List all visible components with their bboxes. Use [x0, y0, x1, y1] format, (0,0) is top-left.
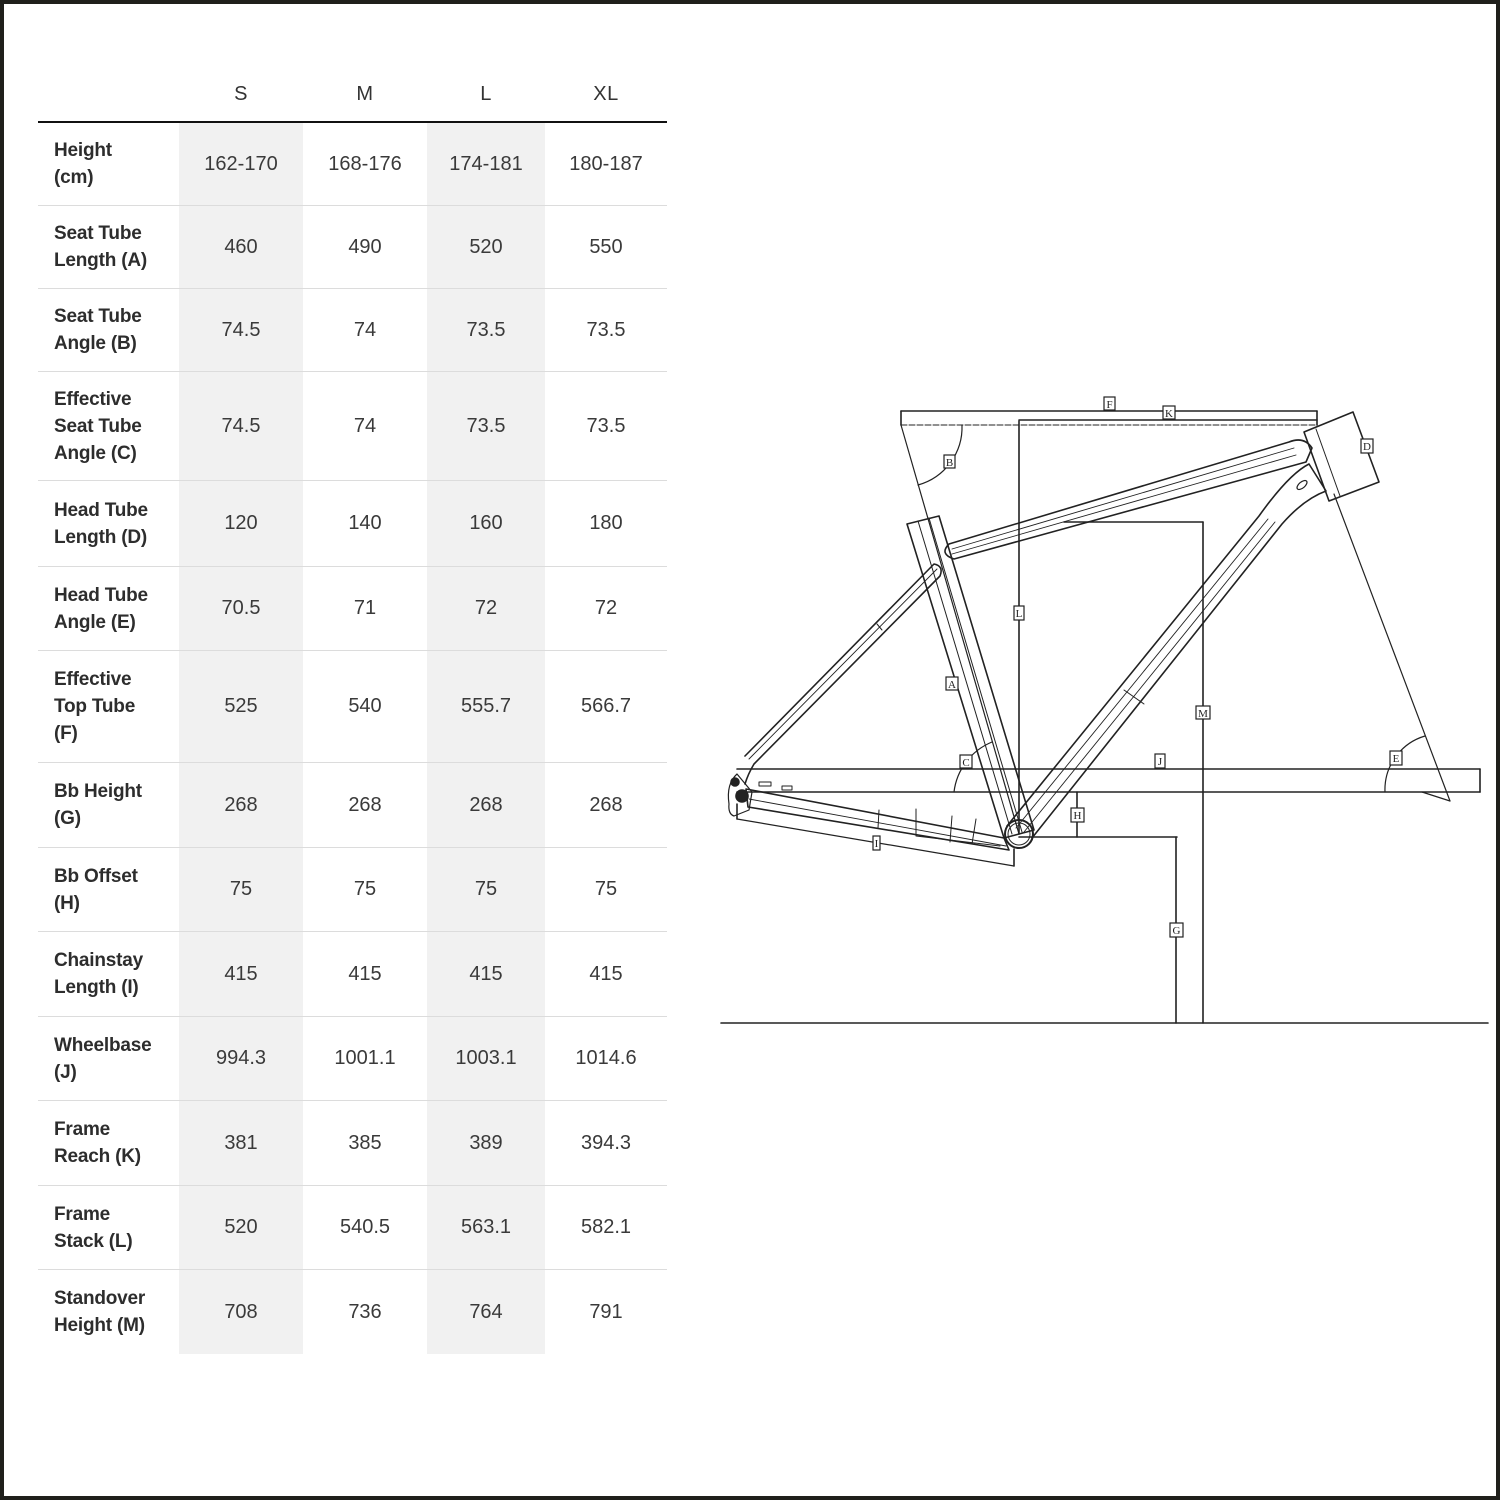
label-m	[1196, 706, 1210, 720]
row-label-line: Angle (E)	[54, 611, 136, 633]
row-label-line: Stack (L)	[54, 1230, 133, 1252]
table-row	[38, 123, 667, 206]
cell-size-l: 72	[474, 597, 498, 619]
cell-size-m: 168-176	[328, 152, 402, 175]
label-f	[1104, 397, 1115, 411]
cell-size-l: 73.5	[466, 414, 506, 437]
cell-size-m: 385	[348, 1131, 382, 1154]
table-header	[38, 74, 667, 123]
geometry-table	[38, 74, 667, 1354]
cell-size-l: 160	[469, 512, 503, 534]
row-label-line: Head Tube	[54, 584, 148, 606]
cell-size-l: 174-181	[449, 152, 523, 175]
cell-size-m: 540	[348, 695, 382, 717]
seat-stay	[745, 564, 941, 784]
row-label-line: Frame	[54, 1203, 111, 1225]
table-row	[38, 763, 667, 848]
table-row	[38, 651, 667, 763]
row-label	[38, 778, 179, 832]
svg-text:A: A	[948, 679, 956, 691]
row-label-line: Frame	[54, 1119, 111, 1140]
row-label	[38, 666, 179, 747]
cell-size-s: 75	[229, 878, 253, 900]
table-body	[38, 123, 667, 1354]
row-label	[38, 137, 179, 191]
down-tube	[1007, 464, 1326, 838]
row-label-line: (J)	[54, 1061, 77, 1083]
row-label	[38, 386, 179, 467]
row-label	[38, 1116, 179, 1170]
row-label-line: Chainstay	[54, 950, 144, 971]
row-label-line: Wheelbase	[54, 1034, 152, 1056]
cell-size-s: 74.5	[221, 318, 261, 341]
cell-size-l: 1003.1	[455, 1047, 517, 1069]
row-label-line: Bb Height	[54, 781, 142, 802]
row-label	[38, 497, 179, 551]
label-e	[1390, 751, 1402, 765]
cell-size-l: 764	[469, 1300, 503, 1323]
row-label-line: Effective	[54, 669, 132, 690]
row-label-line: Seat Tube	[54, 223, 142, 244]
row-label-line: (cm)	[54, 167, 94, 188]
svg-text:D: D	[1363, 441, 1371, 453]
table-row	[38, 1017, 667, 1101]
row-label-line: Seat Tube	[54, 306, 142, 327]
row-label-line: Standover	[54, 1288, 146, 1309]
frame-drawing	[704, 384, 1500, 1064]
cell-size-l: 268	[469, 793, 503, 816]
cell-size-m: 74	[353, 414, 377, 437]
table-row	[38, 289, 667, 372]
cell-size-xl: 180-187	[569, 152, 643, 175]
cell-size-xl: 550	[589, 235, 623, 258]
table-row	[38, 1101, 667, 1186]
label-b	[944, 455, 955, 469]
cell-size-xl: 72	[594, 597, 618, 619]
row-label	[38, 220, 179, 274]
cell-size-m: 415	[348, 962, 382, 985]
cell-size-m: 268	[348, 793, 382, 816]
row-label-line: Effective	[54, 388, 132, 410]
row-label-line: Angle (C)	[54, 442, 137, 464]
cell-size-xl: 415	[589, 962, 623, 985]
cell-size-s: 162-170	[204, 152, 278, 175]
svg-text:F: F	[1106, 399, 1113, 411]
cell-size-s: 520	[224, 1216, 258, 1238]
row-label-line: Top Tube	[54, 696, 136, 717]
top-tube	[945, 440, 1312, 559]
row-label	[38, 947, 179, 1001]
frame-geometry-diagram	[704, 384, 1500, 1064]
row-label-line: Seat Tube	[54, 415, 142, 437]
svg-text:I: I	[874, 838, 879, 850]
header-size-xl: XL	[593, 83, 619, 105]
svg-text:B: B	[945, 457, 954, 469]
label-c	[960, 755, 972, 769]
cell-size-s: 525	[224, 695, 258, 717]
row-label-line: Reach (K)	[54, 1146, 141, 1167]
cell-size-xl: 180	[589, 512, 623, 534]
label-l	[1014, 606, 1024, 620]
row-label	[38, 582, 179, 636]
cell-size-s: 415	[224, 962, 258, 985]
cell-size-s: 74.5	[221, 414, 261, 437]
cell-size-l: 75	[474, 878, 498, 900]
svg-text:J: J	[1157, 756, 1163, 768]
row-label	[38, 863, 179, 917]
svg-text:E: E	[1392, 753, 1400, 765]
svg-text:H: H	[1073, 810, 1082, 822]
row-label-line: Height	[54, 140, 112, 161]
table-row	[38, 848, 667, 932]
row-label	[38, 1201, 179, 1255]
row-label	[38, 1285, 179, 1339]
row-label	[38, 1032, 179, 1086]
cell-size-xl: 73.5	[586, 414, 626, 437]
row-label-line: Head Tube	[54, 499, 148, 521]
label-a	[946, 677, 958, 691]
header-size-m: M	[356, 83, 374, 105]
svg-text:G: G	[1172, 925, 1181, 937]
table-row	[38, 1186, 667, 1270]
cell-size-s: 994.3	[215, 1047, 267, 1069]
table-row	[38, 567, 667, 651]
row-label-line: Length (A)	[54, 250, 147, 271]
svg-text:M: M	[1198, 708, 1208, 720]
table-row	[38, 206, 667, 289]
table-row	[38, 481, 667, 567]
cell-size-xl: 394.3	[580, 1131, 632, 1154]
cell-size-s: 70.5	[221, 597, 261, 619]
cell-size-m: 736	[348, 1300, 382, 1323]
table-row	[38, 1270, 667, 1354]
cell-size-xl: 1014.6	[575, 1047, 637, 1069]
label-d	[1361, 439, 1373, 453]
cell-size-m: 74	[353, 318, 377, 341]
seat-tube	[907, 516, 1034, 838]
svg-text:L: L	[1015, 608, 1023, 620]
svg-text:C: C	[962, 757, 970, 769]
cell-size-l: 389	[469, 1131, 503, 1154]
cell-size-xl: 75	[594, 878, 618, 900]
cell-size-xl: 566.7	[580, 695, 632, 717]
header-label-spacer	[38, 74, 179, 121]
cell-size-m: 540.5	[339, 1216, 391, 1238]
cell-size-l: 520	[469, 235, 503, 258]
cell-size-xl: 582.1	[580, 1216, 632, 1238]
cell-size-l: 563.1	[460, 1216, 512, 1238]
cell-size-m: 490	[348, 235, 382, 258]
row-label	[38, 303, 179, 357]
cell-size-xl: 268	[589, 793, 623, 816]
cell-size-l: 555.7	[460, 695, 512, 717]
label-j	[1155, 754, 1165, 768]
cell-size-s: 268	[224, 793, 258, 816]
svg-text:K: K	[1165, 408, 1173, 420]
table-row	[38, 932, 667, 1017]
rear-axle	[736, 790, 748, 802]
table-row	[38, 372, 667, 481]
cell-size-m: 71	[353, 597, 377, 619]
label-i	[873, 836, 880, 850]
label-h	[1071, 808, 1084, 822]
label-k	[1163, 406, 1175, 420]
cell-size-m: 75	[353, 878, 377, 900]
cell-size-s: 708	[224, 1300, 258, 1323]
row-label-line: (H)	[54, 892, 80, 914]
cell-size-xl: 791	[589, 1300, 623, 1323]
cell-size-l: 73.5	[466, 318, 506, 341]
row-label-line: Length (D)	[54, 526, 147, 548]
row-label-line: (G)	[54, 808, 81, 829]
cell-size-s: 460	[224, 235, 258, 258]
row-label-line: Bb Offset	[54, 865, 138, 887]
header-size-l: L	[480, 83, 492, 105]
cell-size-m: 140	[348, 512, 382, 534]
cell-size-m: 1001.1	[334, 1047, 396, 1069]
row-label-line: Height (M)	[54, 1315, 145, 1336]
cell-size-xl: 73.5	[586, 318, 626, 341]
label-g	[1170, 923, 1183, 937]
row-label-line: Angle (B)	[54, 333, 137, 354]
header-size-s: S	[234, 83, 248, 105]
row-label-line: Length (I)	[54, 977, 139, 998]
row-label-line: (F)	[54, 723, 78, 744]
cell-size-s: 381	[224, 1131, 258, 1154]
cell-size-l: 415	[469, 962, 503, 985]
cell-size-s: 120	[224, 512, 258, 534]
